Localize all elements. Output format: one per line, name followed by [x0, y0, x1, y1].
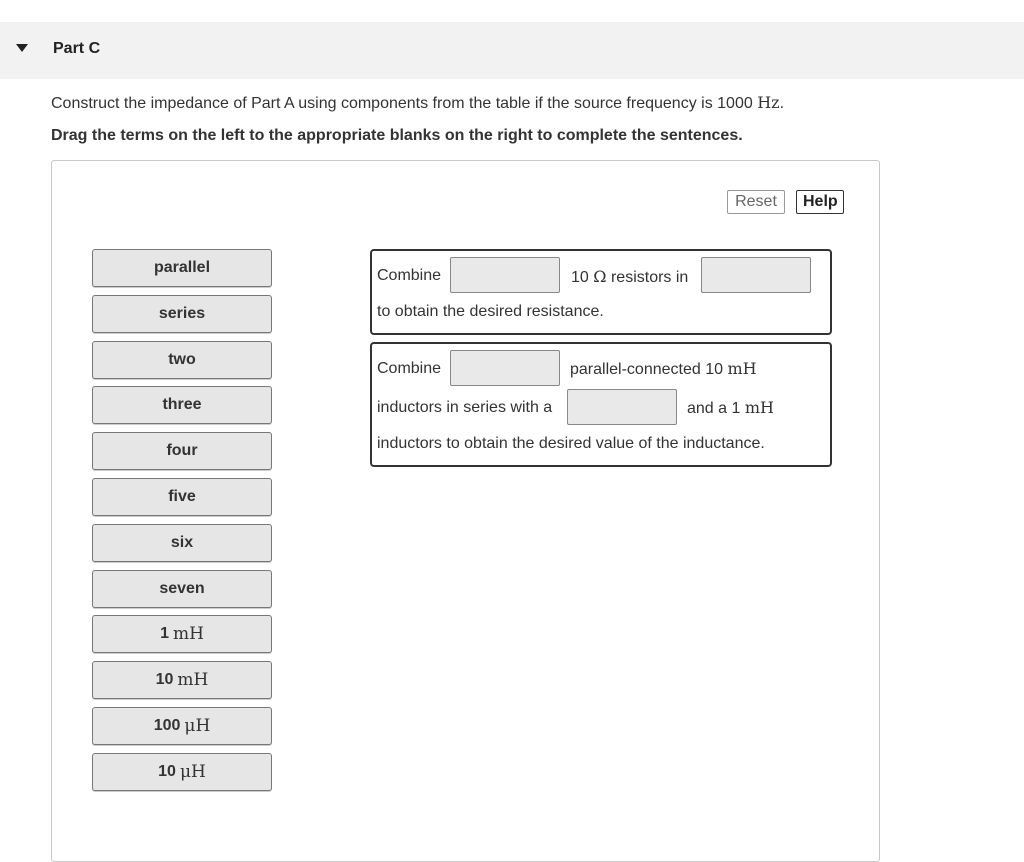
sentence-text: parallel-connected 10 mH: [570, 359, 757, 378]
drag-instruction: Drag the terms on the left to the appropriate blanks on the right to complete the sentences.: [51, 127, 743, 144]
sentence-text: inductors in series with a: [377, 399, 553, 416]
draggable-term[interactable]: 10 mH: [92, 661, 272, 699]
drag-drop-panel: [51, 160, 880, 862]
sentence-box-inductance: [370, 342, 832, 467]
draggable-term[interactable]: 10 μH: [92, 753, 272, 791]
part-header[interactable]: [0, 22, 1024, 79]
sentence-text: Combine: [377, 360, 442, 377]
draggable-term[interactable]: five: [92, 478, 272, 516]
sentence-text: and a 1 mH: [687, 398, 774, 417]
draggable-term[interactable]: 1 mH: [92, 615, 272, 653]
draggable-term[interactable]: two: [92, 341, 272, 379]
help-button[interactable]: Help: [796, 190, 844, 214]
draggable-term[interactable]: parallel: [92, 249, 272, 287]
draggable-term[interactable]: six: [92, 524, 272, 562]
draggable-term[interactable]: seven: [92, 570, 272, 608]
sentence-text: to obtain the desired resistance.: [377, 303, 604, 320]
draggable-term[interactable]: four: [92, 432, 272, 470]
draggable-term[interactable]: 100 μH: [92, 707, 272, 745]
drop-blank[interactable]: [701, 257, 811, 293]
sentence-text: 10 Ω resistors in: [571, 267, 689, 286]
part-title: Part C: [53, 40, 101, 57]
drop-blank[interactable]: [567, 389, 677, 425]
sentence-text: Combine: [377, 267, 442, 284]
draggable-term[interactable]: three: [92, 386, 272, 424]
instruction-text: Construct the impedance of Part A using components from the table if the source frequency is 1000 Hz.: [51, 93, 785, 112]
reset-button[interactable]: Reset: [727, 190, 785, 214]
sentence-text: inductors to obtain the desired value of the inductance.: [377, 435, 765, 452]
drop-blank[interactable]: [450, 350, 560, 386]
collapse-caret-icon[interactable]: [16, 44, 28, 52]
draggable-term[interactable]: series: [92, 295, 272, 333]
unit-label: Hz: [757, 93, 780, 112]
sentence-box-resistance: [370, 249, 832, 335]
drop-blank[interactable]: [450, 257, 560, 293]
